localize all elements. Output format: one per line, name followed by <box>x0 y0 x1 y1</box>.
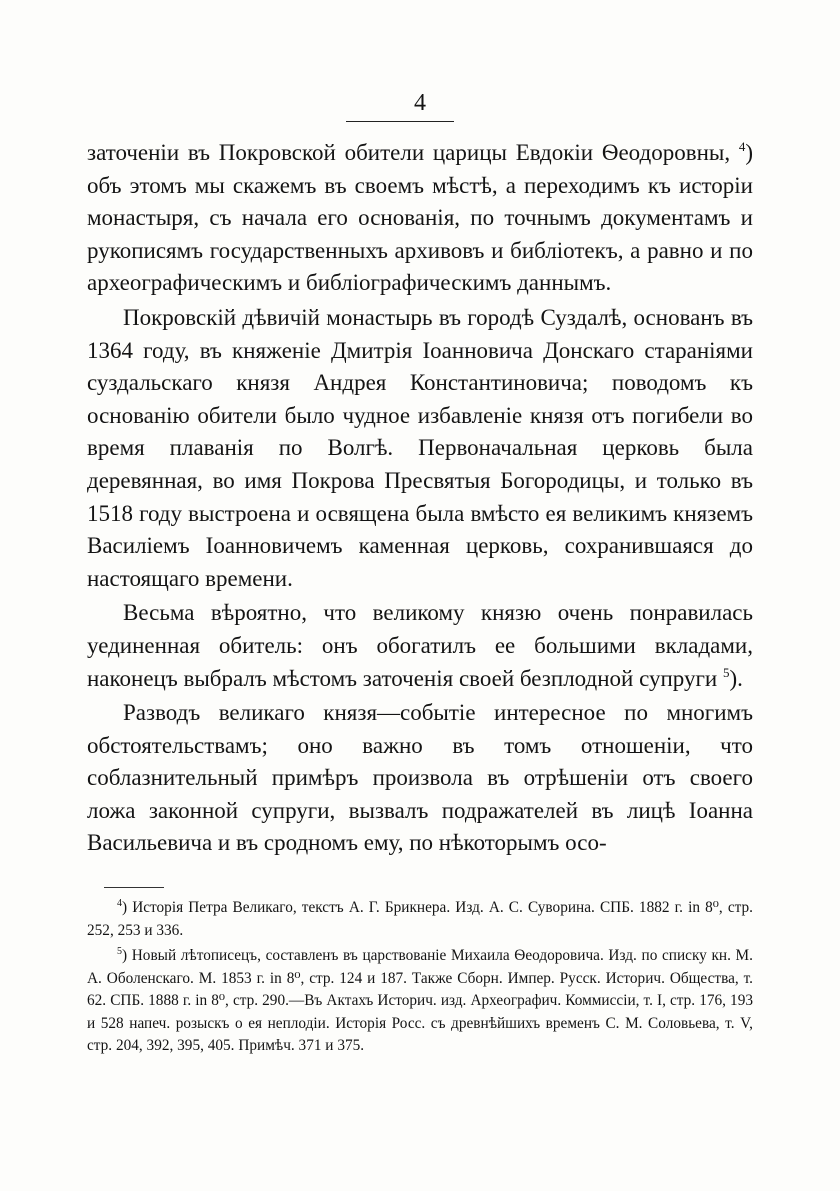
paragraph <box>87 302 753 595</box>
paragraph <box>87 697 753 860</box>
footnote-ref: 4 <box>738 139 746 154</box>
page-number: 4 <box>414 90 426 116</box>
footnote <box>87 945 753 1058</box>
body-text <box>87 137 753 860</box>
paragraph-text: ) объ этомъ мы скажемъ въ своемъ мѣстѣ, а переходимъ къ исторіи монастыря, съ начала его основанія, по точнымъ документамъ и рукописямъ государственныхъ архивовъ и библіотекъ, а равно и по археографическимъ и библіографическимъ даннымъ. <box>87 140 754 296</box>
footnotes <box>87 897 753 1061</box>
footnote-marker: 4 <box>117 898 122 909</box>
footnote <box>87 897 753 942</box>
paragraph-text: Весьма вѣроятно, что великому князю очень понравилась уединенная обитель: онъ обогатилъ ее большими вкладами, наконецъ выбралъ мѣстомъ заточенія своей безплодной супруги <box>87 600 753 691</box>
footnote-marker: 5 <box>117 946 122 957</box>
footnote-text: ) Новый лѣтописецъ, составленъ въ царствованіе Михаила Ѳеодоровича. Изд. по списку кн. М. А. Оболенскаго. М. 1853 г. in 8⁰, стр. 124 и 187. Также Сборн. Импер. Русск. Историч. Общества, т. 62. СПБ. 1888 г. in 8⁰, стр. 290.—Въ Актахъ Историч. изд. Археографич. Коммиссіи, т. I, стр. 176, 193 и 528 напеч. розыскъ о ея неплодіи. Исторія Росс. съ древнѣйшихъ временъ С. М. Соловьева, т. V, стр. 204, 392, 395, 405. Примѣч. 371 и 375. <box>87 947 753 1054</box>
header-rule <box>346 121 454 122</box>
paragraph-text: Покровскій дѣвичій монастырь въ городѣ Суздалѣ, основанъ въ 1364 году, въ княженіе Дмитрія Іоанновича Донскаго стараніями суздальскаго князя Андрея Константиновича; поводомъ къ основанію обители было чудное избавленіе князя отъ погибели во время плаванія по Волгѣ. Первоначальная церковь была деревянная, во имя Покрова Пресвятыя Богородицы, и только въ 1518 году выстроена и освящена была вмѣсто ея великимъ княземъ Василіемъ Іоанновичемъ каменная церковь, сохранившаяся до настоящаго времени. <box>87 304 753 591</box>
paragraph <box>87 137 753 300</box>
paragraph <box>87 597 753 695</box>
footnote-rule <box>104 887 164 888</box>
footnote-ref: 5 <box>722 664 730 680</box>
footnote-text: ) Исторія Петра Великаго, текстъ А. Г. Брикнера. Изд. А. С. Суворина. СПБ. 1882 г. in 8⁰, стр. 252, 253 и 336. <box>87 899 753 939</box>
paragraph-text: заточеніи въ Покровской обители царицы Евдокіи Ѳеодоровны, <box>87 140 731 165</box>
paragraph-text: Разводъ великаго князя—событіе интересное по многимъ обстоятельствамъ; оно важно въ томъ отношеніи, что соблазнительный примѣръ произвола въ отрѣшеніи отъ своего ложа законной супруги, вызвалъ подражателей въ лицѣ Іоанна Васильевича и въ сродномъ ему, по нѣкоторымъ осо- <box>87 700 753 856</box>
paragraph-text: ). <box>729 665 743 691</box>
